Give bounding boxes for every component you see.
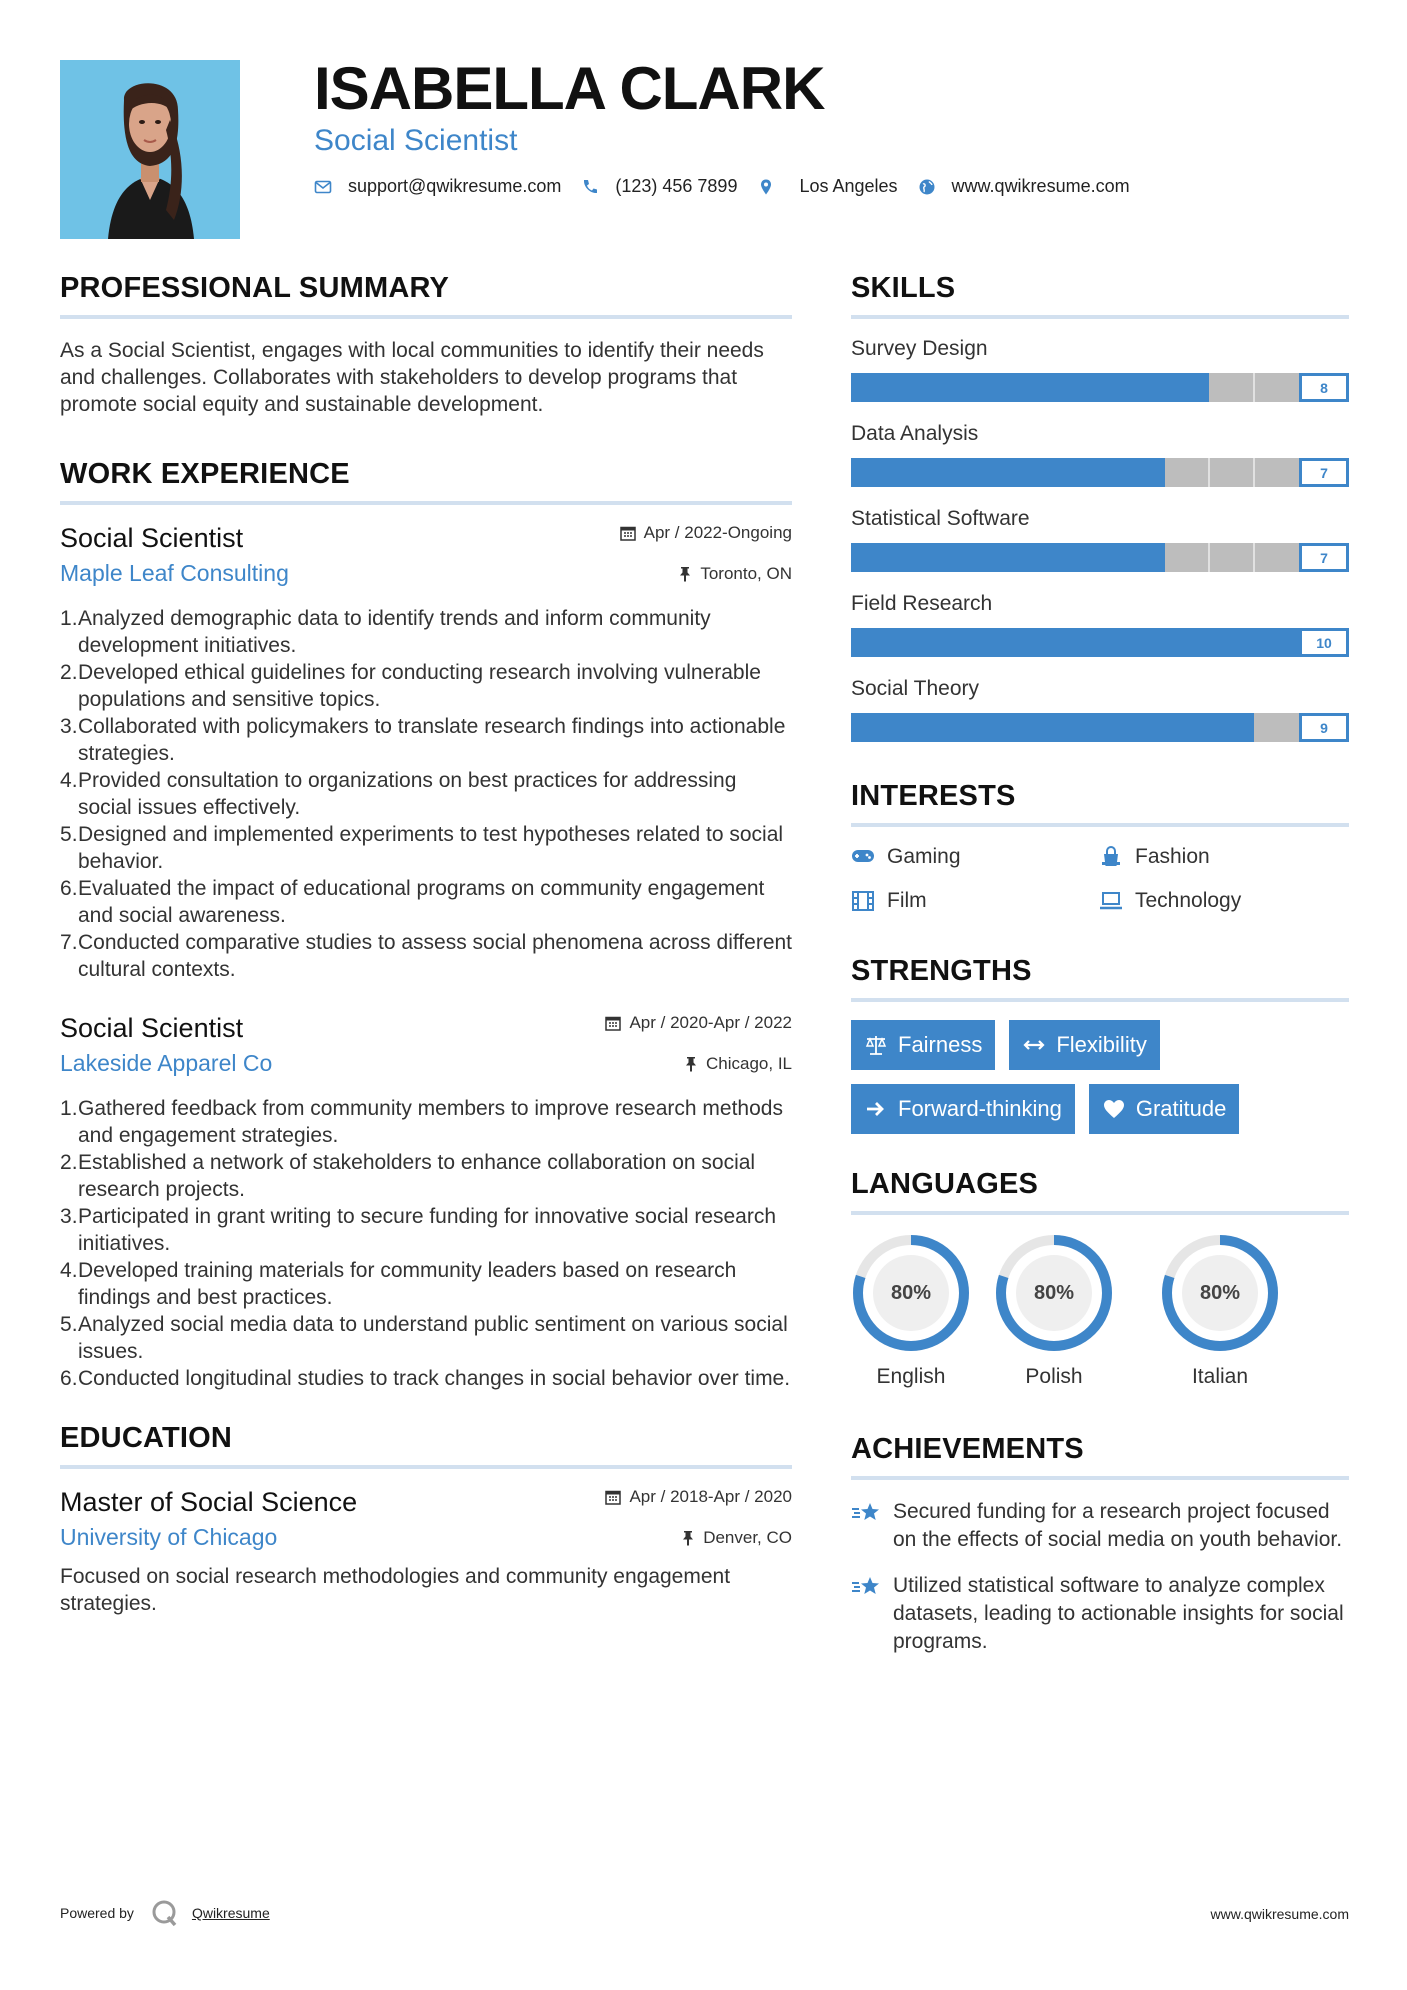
bullet-item: Provided consultation to organizations on best practices for addressing social issues effectively.: [78, 769, 737, 819]
bullet-item: Developed training materials for community leaders based on research findings and best practices.: [78, 1259, 737, 1309]
education-dates: Apr / 2018-Apr / 2020: [605, 1487, 792, 1507]
map-pin-icon: [757, 178, 775, 196]
interests-list: [851, 845, 1349, 913]
skill-bar-divider: [940, 713, 942, 742]
languages-heading: LANGUAGES: [851, 1168, 1349, 1215]
candidate-title: Social Scientist: [314, 124, 518, 157]
contact-website[interactable]: www.qwikresume.com: [918, 176, 1130, 197]
job-location: Chicago, IL: [684, 1054, 792, 1074]
strength-tag: [1009, 1020, 1159, 1070]
skill-level: 9: [1299, 713, 1349, 742]
achievement-item: [851, 1498, 1349, 1554]
phone-icon: [581, 178, 599, 196]
skill-bar-divider: [1074, 373, 1076, 402]
bag-icon: [1099, 845, 1123, 869]
skill-bar: [851, 458, 1349, 487]
skill-bar-divider: [1253, 543, 1255, 572]
strength-tag: [1089, 1084, 1240, 1134]
achievement-item: [851, 1572, 1349, 1656]
job-bullets: [78, 605, 792, 983]
skill-bar-divider: [1208, 458, 1210, 487]
skill-bar-divider: [895, 373, 897, 402]
interest-item: [851, 845, 1099, 869]
language-ring: [851, 1233, 971, 1353]
envelope-icon: [314, 178, 332, 196]
strengths-list: [851, 1020, 1349, 1134]
skill-bar-divider: [1208, 373, 1210, 402]
contact-location: Los Angeles: [757, 176, 897, 197]
skill-bar-divider: [1074, 543, 1076, 572]
skill-bar-divider: [940, 458, 942, 487]
skill-name: Data Analysis: [851, 422, 979, 445]
skill-bar-divider: [1119, 543, 1121, 572]
bullet-item: Gathered feedback from community members to improve research methods and engagement strategies.: [78, 1097, 783, 1147]
skill-bar-divider: [1208, 543, 1210, 572]
footer-site[interactable]: www.qwikresume.com: [1210, 1906, 1349, 1922]
education-heading: EDUCATION: [60, 1422, 792, 1469]
candidate-name: ISABELLA CLARK: [314, 55, 825, 122]
language-item: [971, 1233, 1137, 1389]
language-percent: 80%: [1199, 1281, 1241, 1304]
left-column: [60, 272, 792, 1647]
skill-item: [851, 592, 1349, 657]
language-percent: 80%: [890, 1281, 932, 1304]
calendar-icon: [605, 1015, 621, 1031]
skill-bar-divider: [895, 628, 897, 657]
job-title: Social Scientist: [60, 523, 244, 553]
interest-label: Fashion: [1135, 845, 1210, 868]
profile-photo: [60, 60, 240, 239]
bullet-item: Analyzed demographic data to identify trends and inform community development initiatives.: [78, 607, 711, 657]
skill-name: Field Research: [851, 592, 993, 615]
bullet-item: Collaborated with policymakers to translate research findings into actionable strategies.: [78, 715, 786, 765]
job-title: Social Scientist: [60, 1013, 244, 1043]
achievements-list: [851, 1498, 1349, 1656]
skill-level: 7: [1299, 543, 1349, 572]
bullet-item: Evaluated the impact of educational programs on community engagement and social awareness.: [78, 877, 765, 927]
strength-tag: [851, 1084, 1075, 1134]
heart-icon: [1102, 1097, 1126, 1121]
skill-bar-fill: [851, 458, 1165, 487]
bullet-item: Designed and implemented experiments to test hypotheses related to social behavior.: [78, 823, 784, 873]
language-percent: 80%: [1033, 1281, 1075, 1304]
strength-label: Forward-thinking: [898, 1096, 1062, 1121]
skill-bar-divider: [1029, 458, 1031, 487]
skill-item: [851, 677, 1349, 742]
skill-bar-divider: [1208, 628, 1210, 657]
skill-name: Social Theory: [851, 677, 980, 700]
pushpin-icon: [681, 1530, 695, 1546]
laptop-icon: [1099, 889, 1123, 913]
shooting-star-icon: [851, 1574, 881, 1600]
skill-bar-divider: [984, 543, 986, 572]
skill-bar-divider: [1074, 628, 1076, 657]
skill-bar-fill: [851, 713, 1254, 742]
qwikresume-logo-icon: [148, 1898, 184, 1928]
skill-bar-divider: [1164, 458, 1166, 487]
skill-bar-divider: [1029, 543, 1031, 572]
footer-brand-link[interactable]: Qwikresume: [191, 1905, 270, 1921]
skill-item: [851, 507, 1349, 572]
education-location: Denver, CO: [681, 1528, 792, 1548]
language-item: [851, 1233, 971, 1389]
skill-bar-divider: [1074, 713, 1076, 742]
skill-level: 10: [1299, 628, 1349, 657]
skill-bar-divider: [984, 628, 986, 657]
skills-heading: SKILLS: [851, 272, 1349, 319]
contact-bar: [314, 176, 1150, 197]
skill-bar-divider: [895, 543, 897, 572]
skills-list: [851, 337, 1349, 742]
gamepad-icon: [851, 845, 875, 869]
bullet-item: Established a network of stakeholders to enhance collaboration on social research projects.: [78, 1151, 756, 1201]
bullet-item: Analyzed social media data to understand public sentiment on various social issues.: [78, 1313, 788, 1363]
strengths-heading: STRENGTHS: [851, 955, 1349, 1002]
language-ring: [994, 1233, 1114, 1353]
language-item: [1137, 1233, 1303, 1389]
skill-bar-divider: [895, 713, 897, 742]
achievement-text: Secured funding for a research project focused on the effects of social media on youth behavior.: [893, 1500, 1343, 1551]
pushpin-icon: [678, 566, 692, 582]
skill-bar-divider: [1119, 628, 1121, 657]
contact-phone[interactable]: (123) 456 7899: [581, 176, 737, 197]
job-dates: Apr / 2022-Ongoing: [620, 523, 792, 543]
skill-bar-divider: [940, 373, 942, 402]
skill-bar-divider: [1253, 458, 1255, 487]
achievements-heading: ACHIEVEMENTS: [851, 1433, 1349, 1480]
languages-list: [851, 1233, 1349, 1389]
interest-label: Film: [887, 889, 927, 912]
interest-label: Gaming: [887, 845, 961, 868]
strength-label: Fairness: [898, 1032, 983, 1057]
bullet-item: Conducted comparative studies to assess social phenomena across different cultural contexts.: [78, 931, 793, 981]
interest-item: [1099, 889, 1347, 913]
globe-icon: [918, 178, 936, 196]
skill-bar-divider: [1119, 373, 1121, 402]
interest-item: [1099, 845, 1347, 869]
summary-heading: PROFESSIONAL SUMMARY: [60, 272, 792, 319]
calendar-icon: [620, 525, 636, 541]
company-name: Maple Leaf Consulting: [60, 560, 289, 586]
skill-bar-divider: [1029, 628, 1031, 657]
interest-item: [851, 889, 1099, 913]
skill-bar-divider: [940, 543, 942, 572]
company-name: Lakeside Apparel Co: [60, 1050, 273, 1076]
skill-bar-divider: [1253, 628, 1255, 657]
education-description: Focused on social research methodologies and community engagement strategies.: [60, 1565, 731, 1615]
skill-bar-divider: [1164, 628, 1166, 657]
strength-label: Gratitude: [1135, 1096, 1227, 1121]
skill-item: [851, 422, 1349, 487]
language-ring: [1160, 1233, 1280, 1353]
skill-name: Statistical Software: [851, 507, 1030, 530]
skill-bar-divider: [1029, 373, 1031, 402]
arrow-right-icon: [864, 1097, 888, 1121]
film-icon: [851, 889, 875, 913]
shooting-star-icon: [851, 1500, 881, 1526]
skill-bar-divider: [1208, 713, 1210, 742]
bullet-item: Developed ethical guidelines for conducting research involving vulnerable populations and sensitive topics.: [78, 661, 761, 711]
skill-name: Survey Design: [851, 337, 988, 360]
pushpin-icon: [684, 1056, 698, 1072]
skill-item: [851, 337, 1349, 402]
summary-text: As a Social Scientist, engages with local communities to identify their needs and challenges. Collaborates with stakeholders to develop programs that promote social equity and sustainable development.: [60, 339, 764, 416]
language-name: Polish: [1025, 1365, 1083, 1388]
skill-bar-divider: [895, 458, 897, 487]
achievement-text: Utilized statistical software to analyze complex datasets, leading to actionable insights for social programs.: [893, 1574, 1344, 1653]
skill-bar-divider: [984, 373, 986, 402]
skill-bar-divider: [1029, 713, 1031, 742]
skill-level: 8: [1299, 373, 1349, 402]
language-name: English: [876, 1365, 946, 1388]
school-name: University of Chicago: [60, 1524, 278, 1550]
skill-bar: [851, 373, 1349, 402]
skill-bar-divider: [1164, 713, 1166, 742]
skill-bar-divider: [1074, 458, 1076, 487]
skill-bar: [851, 713, 1349, 742]
skill-bar: [851, 628, 1349, 657]
job-list: [60, 523, 792, 1392]
job-dates: Apr / 2020-Apr / 2022: [605, 1013, 792, 1033]
skill-bar: [851, 543, 1349, 572]
skill-bar-divider: [1119, 458, 1121, 487]
skill-level: 7: [1299, 458, 1349, 487]
interests-heading: INTERESTS: [851, 780, 1349, 827]
job-entry: [60, 523, 792, 983]
contact-email[interactable]: support@qwikresume.com: [314, 176, 561, 197]
job-entry: [60, 1013, 792, 1392]
footer-powered-by: Powered by Qwikresume: [60, 1898, 270, 1928]
skill-bar-divider: [1164, 373, 1166, 402]
skill-bar-divider: [940, 628, 942, 657]
arrows-icon: [1022, 1033, 1046, 1057]
skill-bar-divider: [1253, 373, 1255, 402]
scale-icon: [864, 1033, 888, 1057]
strength-tag: [851, 1020, 995, 1070]
job-bullets: [78, 1095, 792, 1392]
job-location: Toronto, ON: [678, 564, 792, 584]
skill-bar-divider: [1164, 543, 1166, 572]
interest-label: Technology: [1135, 889, 1242, 912]
strength-label: Flexibility: [1056, 1032, 1147, 1057]
right-column: [851, 272, 1349, 1674]
experience-heading: WORK EXPERIENCE: [60, 458, 792, 505]
skill-bar-divider: [1119, 713, 1121, 742]
degree-title: Master of Social Science: [60, 1487, 358, 1517]
education-entry: [60, 1487, 792, 1617]
bullet-item: Conducted longitudinal studies to track changes in social behavior over time.: [78, 1367, 791, 1390]
language-name: Italian: [1191, 1365, 1249, 1388]
skill-bar-divider: [984, 458, 986, 487]
calendar-icon: [605, 1489, 621, 1505]
skill-bar-divider: [1253, 713, 1255, 742]
skill-bar-divider: [984, 713, 986, 742]
bullet-item: Participated in grant writing to secure funding for innovative social research initiatives.: [78, 1205, 777, 1255]
skill-bar-fill: [851, 543, 1165, 572]
